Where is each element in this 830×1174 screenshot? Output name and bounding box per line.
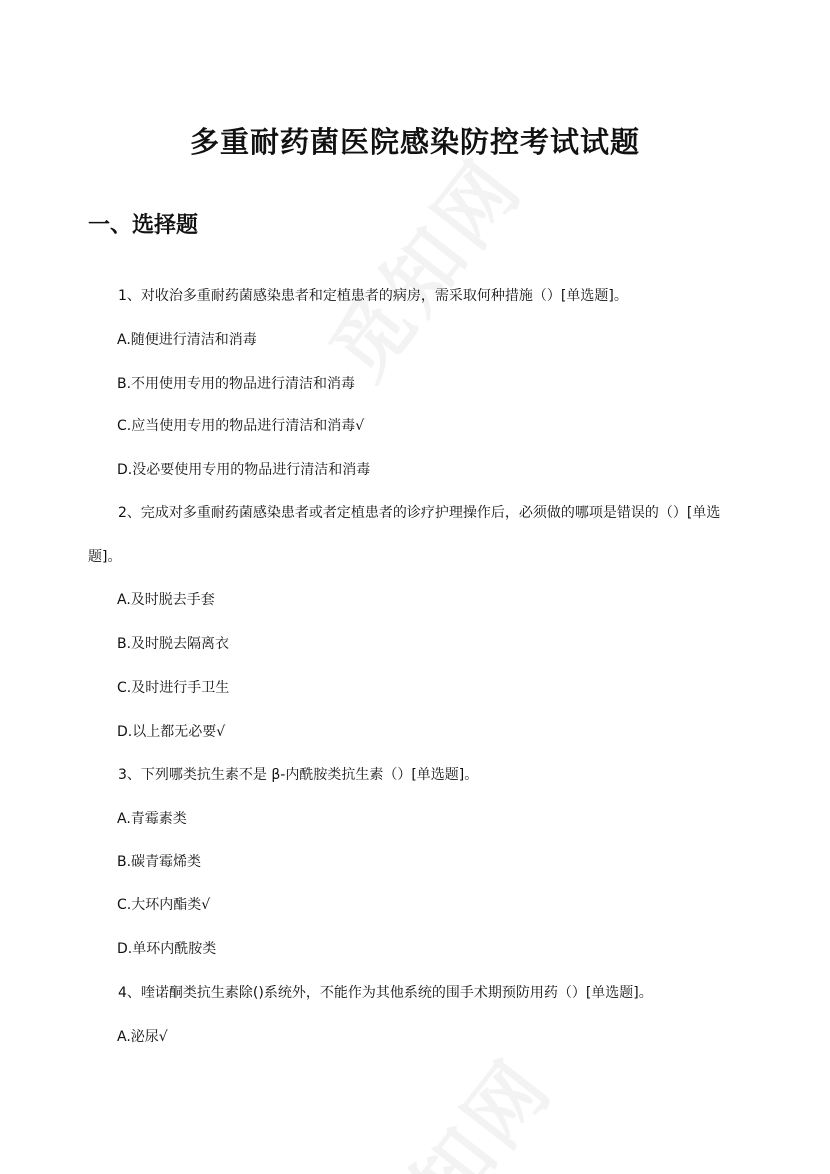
question-4-stem: 4、喹诺酮类抗生素除()系统外，不能作为其他系统的围手术期预防用药（）[单选题]。 bbox=[118, 985, 653, 1001]
question-2-option-c: C.及时进行手卫生 bbox=[117, 680, 230, 696]
question-2-option-b: B.及时脱去隔离衣 bbox=[117, 636, 230, 652]
question-2-stem: 2、完成对多重耐药菌感染患者或者定植患者的诊疗护理操作后，必须做的哪项是错误的（）[单选 bbox=[118, 505, 721, 521]
section-heading: 一、选择题 bbox=[88, 213, 199, 238]
question-1-option-c: C.应当使用专用的物品进行清洁和消毒√ bbox=[117, 418, 365, 434]
question-1-option-d: D.没必要使用专用的物品进行清洁和消毒 bbox=[117, 462, 371, 478]
question-3-option-d: D.单环内酰胺类 bbox=[117, 941, 217, 957]
question-3-option-a: A.青霉素类 bbox=[117, 811, 187, 827]
question-4-option-a: A.泌尿√ bbox=[117, 1029, 168, 1045]
question-2-option-a: A.及时脱去手套 bbox=[117, 592, 215, 608]
watermark bbox=[330, 1031, 573, 1174]
document-title: 多重耐药菌医院感染防控考试试题 bbox=[189, 125, 640, 159]
watermark bbox=[300, 131, 543, 399]
question-2-option-d: D.以上都无必要√ bbox=[117, 724, 226, 740]
question-1-option-a: A.随便进行清洁和消毒 bbox=[117, 332, 257, 348]
question-3-option-b: B.碳青霉烯类 bbox=[117, 854, 202, 870]
question-3-option-c: C.大环内酯类√ bbox=[117, 897, 211, 913]
question-2-stem-continued: 题]。 bbox=[88, 549, 122, 565]
question-3-stem: 3、下列哪类抗生素不是 β-内酰胺类抗生素（）[单选题]。 bbox=[118, 767, 479, 783]
question-1-stem: 1、对收治多重耐药菌感染患者和定植患者的病房，需采取何种措施（）[单选题]。 bbox=[118, 288, 628, 304]
question-1-option-b: B.不用使用专用的物品进行清洁和消毒 bbox=[117, 376, 356, 392]
